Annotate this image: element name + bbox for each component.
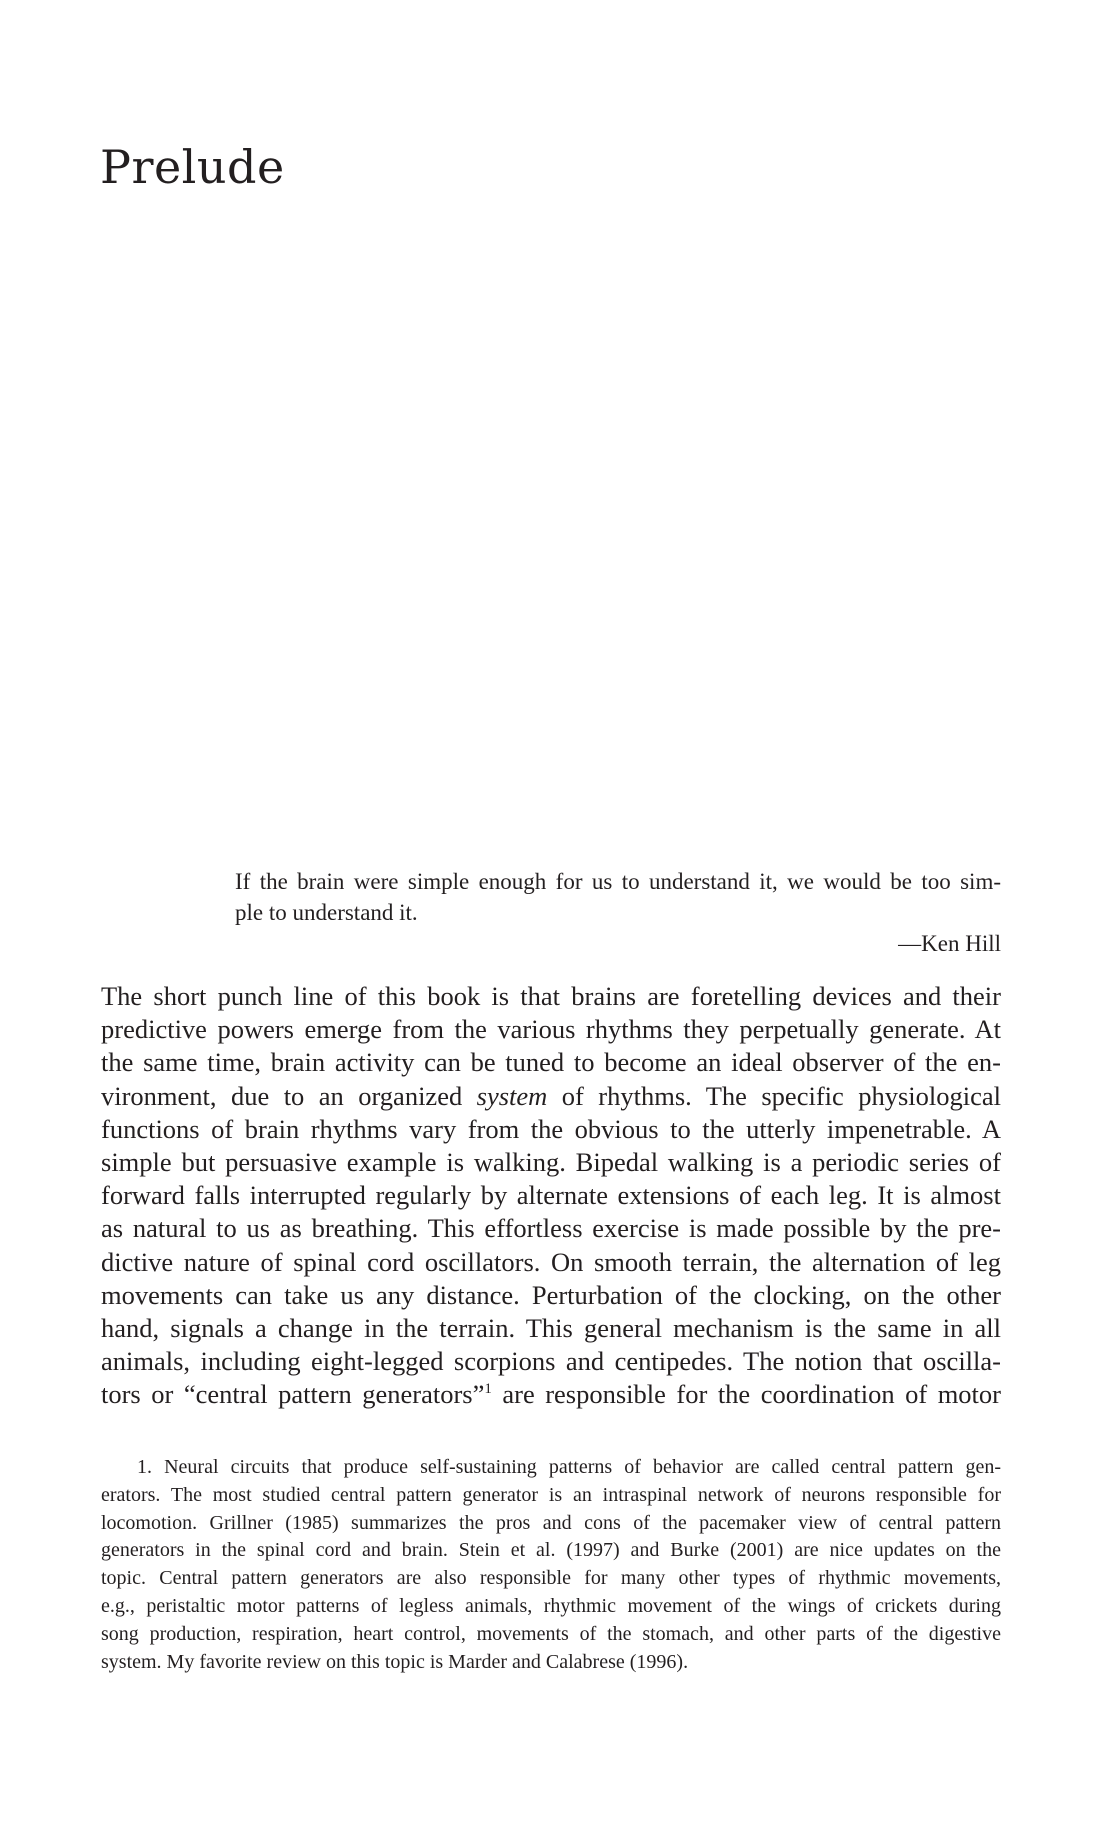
epigraph-line: If the brain were simple enough for us to understand it, we would be too sim- (235, 869, 1001, 894)
footnote-line: erators. The most studied central pattern generator is an intraspinal network of neurons responsible for (101, 1483, 1001, 1506)
body-line: movements can take us any distance. Perturbation of the clocking, on the other (101, 1279, 1001, 1310)
footnote-line: generators in the spinal cord and brain. Stein et al. (1997) and Burke (2001) are nice updates on the (101, 1539, 1001, 1562)
body-text-run: are responsible for the coordination of motor (491, 1379, 1001, 1410)
body-line: hand, signals a change in the terrain. This general mechanism is the same in all (101, 1313, 1001, 1344)
body-line: predictive powers emerge from the various rhythms they perpetually generate. At (101, 1014, 1001, 1045)
footnote-line: 1. Neural circuits that produce self-sustaining patterns of behavior are called central pattern gen- (137, 1456, 1001, 1478)
chapter-title: Prelude (100, 140, 285, 194)
footnote-line: song production, respiration, heart control, movements of the stomach, and other parts of the digestive (101, 1622, 1001, 1645)
footnote-line: topic. Central pattern generators are also responsible for many other types of rhythmic movements, (101, 1567, 1001, 1590)
emphasis-system: system (476, 1080, 548, 1111)
body-line (101, 1080, 1001, 1113)
body-text-run: vironment, due to an organized (101, 1080, 477, 1111)
body-line (101, 1378, 1001, 1411)
body-line: as natural to us as breathing. This effortless exercise is made possible by the pre- (101, 1213, 1001, 1244)
body-line: simple but persuasive example is walking. Bipedal walking is a periodic series of (101, 1147, 1001, 1178)
footnote (101, 1454, 1001, 1676)
body-line: dictive nature of spinal cord oscillators. On smooth terrain, the alternation of leg (101, 1246, 1001, 1277)
body-paragraph (101, 980, 1001, 1412)
body-line: The short punch line of this book is that brains are foretelling devices and their (101, 981, 1001, 1011)
body-line: the same time, brain activity can be tuned to become an ideal observer of the en- (101, 1047, 1001, 1078)
body-line: functions of brain rhythms vary from the obvious to the utterly impenetrable. A (101, 1113, 1001, 1144)
body-text-run: tors or “central pattern generators” (101, 1379, 485, 1410)
footnote-line: locomotion. Grillner (1985) summarizes the pros and cons of the pacemaker view of central pattern (101, 1511, 1001, 1534)
footnote-line: e.g., peristaltic motor patterns of legless animals, rhythmic movement of the wings of crickets during (101, 1594, 1001, 1617)
epigraph-attribution: —Ken Hill (898, 931, 1001, 956)
epigraph-quote (235, 866, 1001, 928)
body-line: forward falls interrupted regularly by alternate extensions of each leg. It is almost (101, 1180, 1001, 1211)
footnote-marker[interactable]: 1 (484, 1381, 492, 1398)
epigraph-line: ple to understand it. (235, 900, 418, 925)
footnote-line: system. My favorite review on this topic is Marder and Calabrese (1996). (101, 1650, 689, 1673)
body-line: animals, including eight-legged scorpions and centipedes. The notion that oscilla- (101, 1346, 1001, 1377)
body-text-run: of rhythms. The specific physiological (547, 1080, 1001, 1111)
